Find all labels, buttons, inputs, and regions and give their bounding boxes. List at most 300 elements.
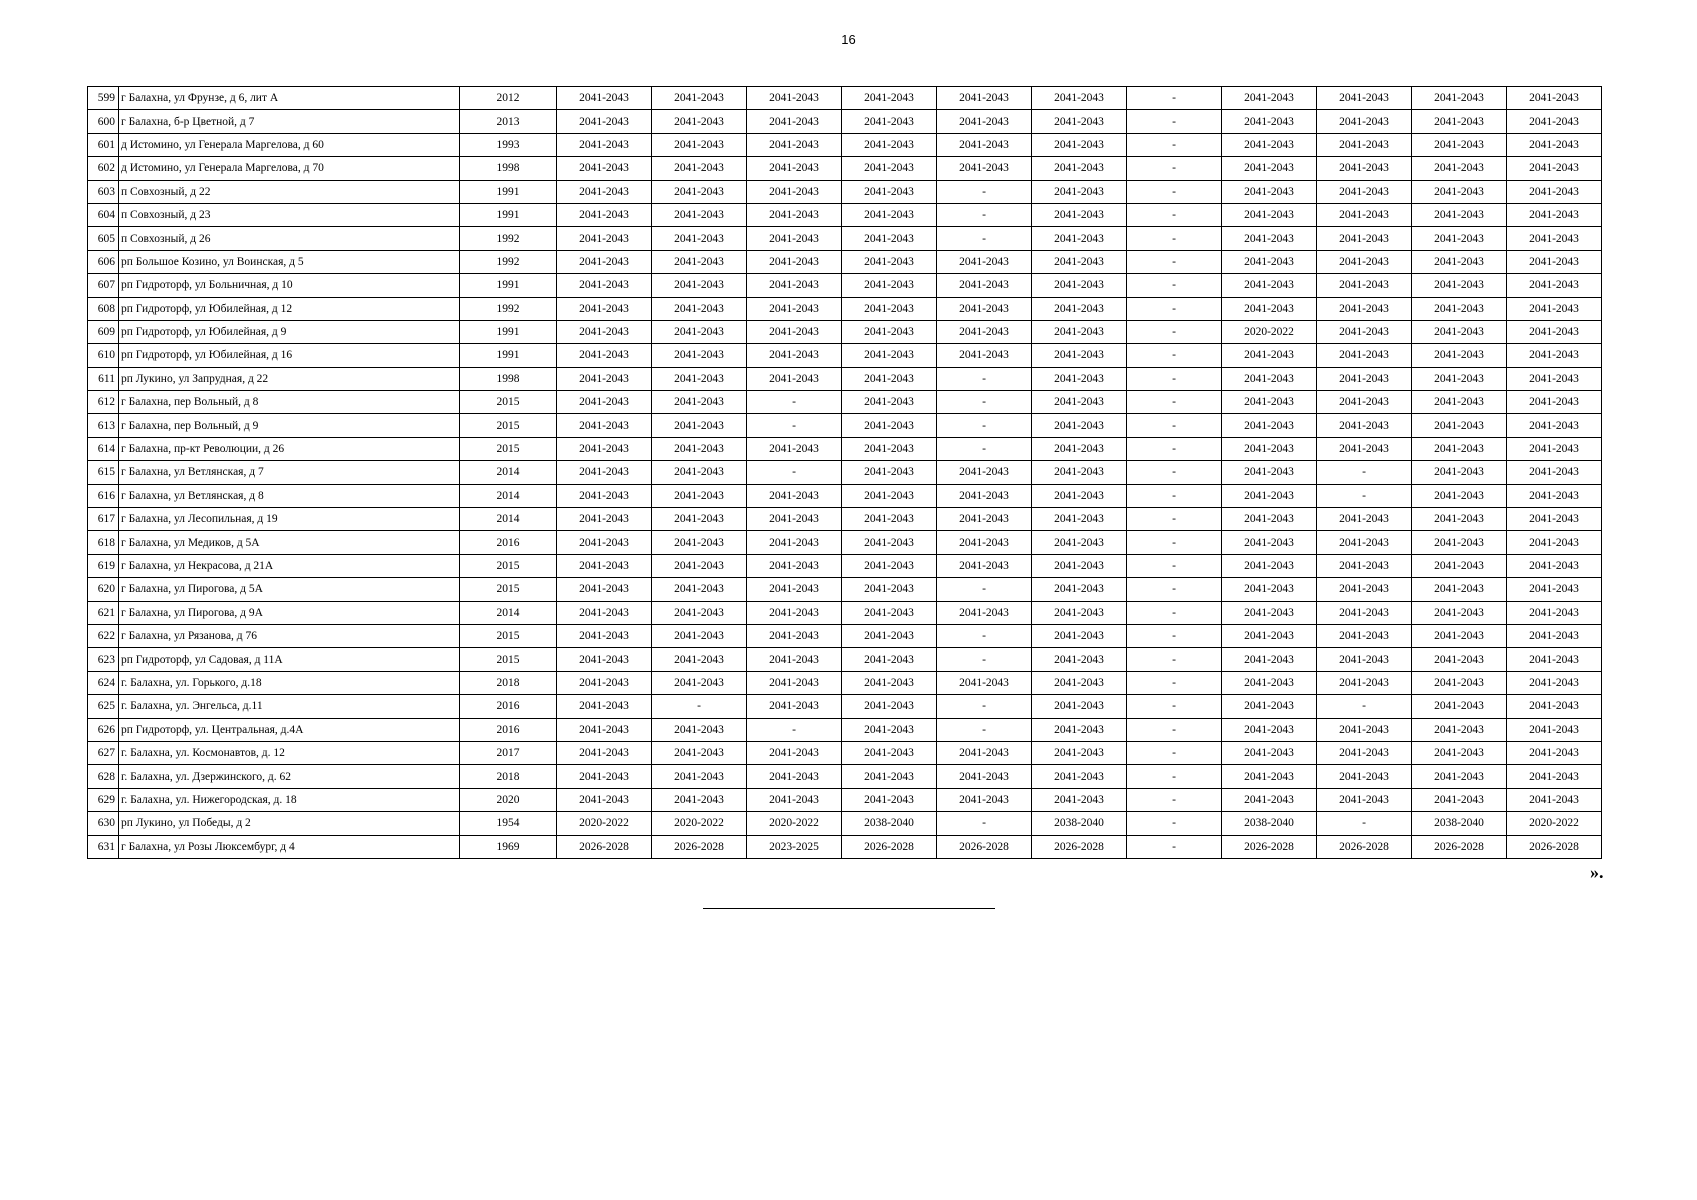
schedule-cell: 2041-2043 (747, 554, 842, 577)
year-cell: 1991 (460, 274, 557, 297)
schedule-cell: 2041-2043 (1317, 765, 1412, 788)
table-row (88, 648, 1602, 671)
table-row (88, 601, 1602, 624)
schedule-cell: 2038-2040 (1032, 812, 1127, 835)
schedule-cell: 2041-2043 (652, 297, 747, 320)
schedule-cell: 2041-2043 (1222, 718, 1317, 741)
table-row (88, 788, 1602, 811)
address-cell: рп Гидроторф, ул Юбилейная, д 16 (119, 344, 460, 367)
schedule-cell: 2041-2043 (1412, 765, 1507, 788)
schedule-cell: 2041-2043 (557, 624, 652, 647)
schedule-cell: 2020-2022 (747, 812, 842, 835)
schedule-cell: 2041-2043 (1032, 695, 1127, 718)
schedule-cell: 2041-2043 (557, 578, 652, 601)
schedule-cell: 2026-2028 (1412, 835, 1507, 858)
address-cell: г Балахна, ул Рязанова, д 76 (119, 624, 460, 647)
schedule-cell: - (937, 391, 1032, 414)
schedule-cell: 2041-2043 (652, 180, 747, 203)
schedule-cell: 2041-2043 (557, 367, 652, 390)
schedule-cell: 2041-2043 (652, 414, 747, 437)
schedule-cell: - (1127, 320, 1222, 343)
page-number: 16 (841, 32, 856, 47)
schedule-cell: 2026-2028 (1222, 835, 1317, 858)
address-cell: г. Балахна, ул. Дзержинского, д. 62 (119, 765, 460, 788)
year-cell: 2014 (460, 484, 557, 507)
schedule-cell: 2026-2028 (1507, 835, 1602, 858)
schedule-cell: 2041-2043 (652, 367, 747, 390)
schedule-cell: 2041-2043 (1507, 437, 1602, 460)
schedule-cell: 2041-2043 (1317, 180, 1412, 203)
schedule-cell: 2041-2043 (1507, 414, 1602, 437)
table-row (88, 274, 1602, 297)
row-number-cell: 602 (88, 157, 119, 180)
row-number-cell: 609 (88, 320, 119, 343)
schedule-cell: 2041-2043 (1317, 203, 1412, 226)
schedule-cell: 2041-2043 (557, 157, 652, 180)
schedule-cell: 2041-2043 (937, 765, 1032, 788)
schedule-cell: 2041-2043 (1507, 531, 1602, 554)
year-cell: 2013 (460, 110, 557, 133)
schedule-cell: 2041-2043 (747, 344, 842, 367)
schedule-cell: - (937, 695, 1032, 718)
year-cell: 1992 (460, 250, 557, 273)
schedule-cell: - (747, 718, 842, 741)
schedule-cell: 2041-2043 (1032, 554, 1127, 577)
year-cell: 1992 (460, 297, 557, 320)
row-number-cell: 628 (88, 765, 119, 788)
year-cell: 1991 (460, 203, 557, 226)
schedule-cell: - (1127, 788, 1222, 811)
schedule-cell: 2041-2043 (842, 484, 937, 507)
schedule-cell: - (1127, 250, 1222, 273)
schedule-cell: - (652, 695, 747, 718)
schedule-cell: 2041-2043 (557, 741, 652, 764)
table-row (88, 87, 1602, 110)
table-row (88, 835, 1602, 858)
schedule-cell: 2041-2043 (1317, 227, 1412, 250)
year-cell: 2012 (460, 87, 557, 110)
schedule-cell: 2041-2043 (1222, 741, 1317, 764)
schedule-cell: - (1127, 297, 1222, 320)
row-number-cell: 629 (88, 788, 119, 811)
schedule-cell: 2041-2043 (1222, 671, 1317, 694)
schedule-cell: 2041-2043 (1412, 437, 1507, 460)
schedule-cell: 2041-2043 (747, 484, 842, 507)
schedule-cell: 2041-2043 (652, 344, 747, 367)
schedule-cell: 2041-2043 (1507, 320, 1602, 343)
schedule-cell: 2041-2043 (747, 274, 842, 297)
schedule-cell: 2041-2043 (747, 320, 842, 343)
schedule-cell: 2041-2043 (1412, 180, 1507, 203)
row-number-cell: 619 (88, 554, 119, 577)
schedule-cell: 2041-2043 (1222, 601, 1317, 624)
row-number-cell: 600 (88, 110, 119, 133)
schedule-cell: 2041-2043 (652, 110, 747, 133)
address-cell: рп Лукино, ул Победы, д 2 (119, 812, 460, 835)
table-row (88, 741, 1602, 764)
schedule-cell: 2041-2043 (1507, 157, 1602, 180)
schedule-cell: 2041-2043 (1507, 274, 1602, 297)
schedule-cell: 2041-2043 (1507, 180, 1602, 203)
schedule-cell: 2041-2043 (1507, 297, 1602, 320)
table-row (88, 250, 1602, 273)
schedule-cell: 2041-2043 (557, 484, 652, 507)
row-number-cell: 611 (88, 367, 119, 390)
schedule-cell: 2026-2028 (842, 835, 937, 858)
schedule-cell: 2041-2043 (1032, 788, 1127, 811)
table-row (88, 624, 1602, 647)
year-cell: 1991 (460, 180, 557, 203)
schedule-cell: 2026-2028 (652, 835, 747, 858)
year-cell: 2018 (460, 765, 557, 788)
schedule-cell: 2041-2043 (652, 578, 747, 601)
address-cell: г Балахна, ул Ветлянская, д 8 (119, 484, 460, 507)
address-cell: рп Лукино, ул Запрудная, д 22 (119, 367, 460, 390)
year-cell: 2016 (460, 718, 557, 741)
schedule-cell: - (1317, 812, 1412, 835)
schedule-cell: 2041-2043 (1032, 437, 1127, 460)
schedule-cell: 2041-2043 (1222, 484, 1317, 507)
schedule-cell: 2041-2043 (937, 274, 1032, 297)
row-number-cell: 601 (88, 133, 119, 156)
schedule-cell: 2041-2043 (937, 788, 1032, 811)
schedule-cell: - (1127, 367, 1222, 390)
schedule-cell: 2041-2043 (557, 133, 652, 156)
schedule-cell: 2041-2043 (1507, 227, 1602, 250)
row-number-cell: 604 (88, 203, 119, 226)
schedule-cell: 2041-2043 (937, 87, 1032, 110)
schedule-cell: 2041-2043 (1222, 297, 1317, 320)
schedule-cell: 2041-2043 (937, 531, 1032, 554)
schedule-cell: 2041-2043 (1507, 788, 1602, 811)
year-cell: 2014 (460, 508, 557, 531)
schedule-cell: 2041-2043 (842, 601, 937, 624)
schedule-cell: 2041-2043 (747, 87, 842, 110)
schedule-cell: 2041-2043 (557, 695, 652, 718)
schedule-cell: 2041-2043 (1032, 250, 1127, 273)
schedule-cell: 2041-2043 (652, 157, 747, 180)
schedule-cell: 2041-2043 (1317, 367, 1412, 390)
table-row (88, 180, 1602, 203)
schedule-cell: 2041-2043 (1317, 110, 1412, 133)
table-row (88, 718, 1602, 741)
schedule-cell: 2041-2043 (1032, 671, 1127, 694)
schedule-cell: 2041-2043 (937, 320, 1032, 343)
schedule-cell: 2041-2043 (1032, 157, 1127, 180)
schedule-cell: - (937, 203, 1032, 226)
schedule-cell: 2041-2043 (1222, 133, 1317, 156)
schedule-cell: 2041-2043 (652, 741, 747, 764)
schedule-cell: 2041-2043 (1412, 718, 1507, 741)
registry-body (88, 87, 1602, 859)
schedule-cell: 2041-2043 (1222, 531, 1317, 554)
schedule-cell: 2041-2043 (652, 788, 747, 811)
schedule-cell: 2041-2043 (747, 601, 842, 624)
schedule-cell: 2041-2043 (842, 414, 937, 437)
schedule-cell: 2041-2043 (1317, 531, 1412, 554)
schedule-cell: - (1127, 461, 1222, 484)
row-number-cell: 626 (88, 718, 119, 741)
schedule-cell: - (1127, 624, 1222, 647)
schedule-cell: 2041-2043 (1222, 437, 1317, 460)
table-row (88, 110, 1602, 133)
table-row (88, 297, 1602, 320)
schedule-cell: 2041-2043 (1317, 87, 1412, 110)
schedule-cell: 2041-2043 (1032, 531, 1127, 554)
schedule-cell: 2041-2043 (1032, 110, 1127, 133)
schedule-cell: 2041-2043 (842, 250, 937, 273)
schedule-cell: 2041-2043 (1222, 648, 1317, 671)
schedule-cell: 2020-2022 (1222, 320, 1317, 343)
schedule-cell: 2041-2043 (1032, 741, 1127, 764)
schedule-cell: 2041-2043 (557, 274, 652, 297)
table-row (88, 531, 1602, 554)
row-number-cell: 605 (88, 227, 119, 250)
year-cell: 2015 (460, 578, 557, 601)
schedule-cell: 2041-2043 (1032, 765, 1127, 788)
schedule-cell: 2041-2043 (937, 461, 1032, 484)
schedule-cell: - (1127, 180, 1222, 203)
address-cell: г Балахна, ул Лесопильная, д 19 (119, 508, 460, 531)
schedule-cell: - (1127, 110, 1222, 133)
address-cell: п Совхозный, д 26 (119, 227, 460, 250)
table-row (88, 554, 1602, 577)
schedule-cell: - (937, 648, 1032, 671)
schedule-cell: 2041-2043 (557, 437, 652, 460)
schedule-cell: 2041-2043 (1317, 297, 1412, 320)
schedule-cell: 2041-2043 (1412, 554, 1507, 577)
row-number-cell: 618 (88, 531, 119, 554)
schedule-cell: 2041-2043 (1412, 648, 1507, 671)
schedule-cell: 2026-2028 (1032, 835, 1127, 858)
schedule-cell: 2041-2043 (1412, 461, 1507, 484)
schedule-cell: 2041-2043 (937, 554, 1032, 577)
schedule-cell: 2041-2043 (1412, 484, 1507, 507)
schedule-cell: 2041-2043 (937, 601, 1032, 624)
schedule-cell: 2041-2043 (652, 391, 747, 414)
schedule-cell: 2041-2043 (842, 110, 937, 133)
schedule-cell: - (1317, 484, 1412, 507)
schedule-cell: 2041-2043 (557, 648, 652, 671)
schedule-cell: 2041-2043 (652, 274, 747, 297)
schedule-cell: 2041-2043 (842, 508, 937, 531)
schedule-cell: 2041-2043 (1412, 133, 1507, 156)
schedule-cell: 2041-2043 (937, 484, 1032, 507)
schedule-cell: 2041-2043 (1222, 391, 1317, 414)
schedule-cell: 2041-2043 (1032, 508, 1127, 531)
table-row (88, 508, 1602, 531)
address-cell: д Истомино, ул Генерала Маргелова, д 70 (119, 157, 460, 180)
year-cell: 1954 (460, 812, 557, 835)
schedule-cell: 2041-2043 (747, 788, 842, 811)
row-number-cell: 622 (88, 624, 119, 647)
schedule-cell: 2041-2043 (557, 508, 652, 531)
schedule-cell: 2041-2043 (652, 203, 747, 226)
schedule-cell: 2041-2043 (1412, 344, 1507, 367)
schedule-cell: 2041-2043 (1032, 578, 1127, 601)
schedule-cell: - (747, 461, 842, 484)
schedule-cell: 2041-2043 (842, 344, 937, 367)
schedule-cell: 2041-2043 (747, 531, 842, 554)
schedule-cell: 2041-2043 (1412, 391, 1507, 414)
year-cell: 2014 (460, 461, 557, 484)
schedule-cell: 2041-2043 (1222, 788, 1317, 811)
schedule-cell: 2041-2043 (842, 203, 937, 226)
schedule-cell: - (1127, 344, 1222, 367)
schedule-cell: 2041-2043 (842, 437, 937, 460)
schedule-cell: 2041-2043 (1412, 508, 1507, 531)
year-cell: 2015 (460, 414, 557, 437)
schedule-cell: 2041-2043 (1412, 695, 1507, 718)
schedule-cell: 2041-2043 (652, 531, 747, 554)
schedule-cell: 2041-2043 (1222, 414, 1317, 437)
row-number-cell: 627 (88, 741, 119, 764)
schedule-cell: 2041-2043 (652, 250, 747, 273)
address-cell: г Балахна, ул Пирогова, д 9А (119, 601, 460, 624)
schedule-cell: 2041-2043 (1412, 671, 1507, 694)
schedule-cell: 2041-2043 (1032, 461, 1127, 484)
schedule-cell: 2041-2043 (1032, 227, 1127, 250)
schedule-cell: - (1127, 648, 1222, 671)
schedule-cell: 2041-2043 (1507, 578, 1602, 601)
row-number-cell: 616 (88, 484, 119, 507)
schedule-cell: 2041-2043 (557, 671, 652, 694)
schedule-cell: 2041-2043 (1412, 601, 1507, 624)
schedule-cell: - (937, 718, 1032, 741)
year-cell: 1998 (460, 157, 557, 180)
schedule-cell: 2038-2040 (1222, 812, 1317, 835)
schedule-cell: 2041-2043 (747, 297, 842, 320)
schedule-cell: 2041-2043 (1412, 203, 1507, 226)
row-number-cell: 630 (88, 812, 119, 835)
year-cell: 2015 (460, 624, 557, 647)
schedule-cell: - (937, 812, 1032, 835)
schedule-cell: - (1127, 718, 1222, 741)
schedule-cell: 2041-2043 (1032, 344, 1127, 367)
schedule-cell: 2041-2043 (652, 437, 747, 460)
schedule-cell: 2041-2043 (557, 180, 652, 203)
schedule-cell: 2041-2043 (1317, 437, 1412, 460)
schedule-cell: 2041-2043 (937, 250, 1032, 273)
schedule-cell: 2041-2043 (1032, 274, 1127, 297)
schedule-cell: 2041-2043 (937, 671, 1032, 694)
table-row (88, 765, 1602, 788)
schedule-cell: 2041-2043 (1317, 671, 1412, 694)
schedule-cell: 2041-2043 (1222, 695, 1317, 718)
schedule-cell: 2041-2043 (1317, 601, 1412, 624)
schedule-cell: 2041-2043 (1507, 718, 1602, 741)
schedule-cell: 2041-2043 (1412, 274, 1507, 297)
schedule-cell: 2041-2043 (557, 461, 652, 484)
schedule-cell: 2041-2043 (1222, 508, 1317, 531)
row-number-cell: 608 (88, 297, 119, 320)
schedule-cell: 2041-2043 (1222, 250, 1317, 273)
schedule-cell: 2041-2043 (652, 671, 747, 694)
schedule-cell: 2041-2043 (842, 157, 937, 180)
schedule-cell: 2041-2043 (1412, 531, 1507, 554)
schedule-cell: 2041-2043 (1032, 648, 1127, 671)
schedule-cell: - (1127, 578, 1222, 601)
schedule-cell: 2041-2043 (1222, 87, 1317, 110)
schedule-cell: 2041-2043 (1032, 414, 1127, 437)
schedule-cell: 2041-2043 (1317, 648, 1412, 671)
schedule-cell: 2041-2043 (747, 695, 842, 718)
row-number-cell: 631 (88, 835, 119, 858)
schedule-cell: 2041-2043 (1507, 484, 1602, 507)
schedule-cell: 2041-2043 (1507, 765, 1602, 788)
schedule-cell: 2041-2043 (652, 624, 747, 647)
schedule-cell: - (1317, 695, 1412, 718)
year-cell: 2017 (460, 741, 557, 764)
schedule-cell: 2041-2043 (1317, 554, 1412, 577)
schedule-cell: 2041-2043 (937, 110, 1032, 133)
schedule-cell: 2041-2043 (557, 765, 652, 788)
schedule-cell: 2041-2043 (652, 601, 747, 624)
schedule-cell: 2041-2043 (557, 320, 652, 343)
schedule-cell: 2041-2043 (1032, 133, 1127, 156)
schedule-cell: 2041-2043 (842, 391, 937, 414)
schedule-cell: - (1127, 508, 1222, 531)
row-number-cell: 621 (88, 601, 119, 624)
row-number-cell: 610 (88, 344, 119, 367)
schedule-cell: 2041-2043 (1032, 180, 1127, 203)
table-row (88, 344, 1602, 367)
address-cell: г Балахна, ул Медиков, д 5А (119, 531, 460, 554)
schedule-cell: - (1127, 554, 1222, 577)
schedule-cell: - (937, 437, 1032, 460)
address-cell: г Балахна, пер Вольный, д 8 (119, 391, 460, 414)
row-number-cell: 599 (88, 87, 119, 110)
building-registry-table (87, 86, 1602, 859)
schedule-cell: 2041-2043 (1317, 718, 1412, 741)
schedule-cell: 2041-2043 (1507, 601, 1602, 624)
year-cell: 1991 (460, 344, 557, 367)
year-cell: 2020 (460, 788, 557, 811)
year-cell: 1992 (460, 227, 557, 250)
schedule-cell: 2041-2043 (937, 297, 1032, 320)
address-cell: г Балахна, пр-кт Революции, д 26 (119, 437, 460, 460)
schedule-cell: - (1127, 765, 1222, 788)
schedule-cell: 2041-2043 (1507, 741, 1602, 764)
schedule-cell: 2041-2043 (652, 718, 747, 741)
schedule-cell: 2041-2043 (937, 344, 1032, 367)
schedule-cell: 2041-2043 (1317, 741, 1412, 764)
table-row (88, 367, 1602, 390)
table-row (88, 391, 1602, 414)
address-cell: рп Гидроторф, ул Юбилейная, д 9 (119, 320, 460, 343)
schedule-cell: 2041-2043 (937, 508, 1032, 531)
schedule-cell: 2041-2043 (1412, 297, 1507, 320)
schedule-cell: 2041-2043 (842, 671, 937, 694)
schedule-cell: 2026-2028 (937, 835, 1032, 858)
schedule-cell: 2041-2043 (1507, 508, 1602, 531)
schedule-cell: - (1317, 461, 1412, 484)
schedule-cell: 2041-2043 (557, 344, 652, 367)
address-cell: г. Балахна, ул. Космонавтов, д. 12 (119, 741, 460, 764)
schedule-cell: 2041-2043 (652, 765, 747, 788)
year-cell: 1969 (460, 835, 557, 858)
schedule-cell: 2041-2043 (557, 87, 652, 110)
schedule-cell: - (1127, 414, 1222, 437)
schedule-cell: 2041-2043 (747, 624, 842, 647)
schedule-cell: 2041-2043 (557, 391, 652, 414)
schedule-cell: 2041-2043 (842, 554, 937, 577)
schedule-cell: 2041-2043 (1507, 624, 1602, 647)
schedule-cell: 2041-2043 (747, 227, 842, 250)
schedule-cell: 2041-2043 (937, 157, 1032, 180)
address-cell: рп Гидроторф, ул Юбилейная, д 12 (119, 297, 460, 320)
schedule-cell: 2041-2043 (842, 227, 937, 250)
